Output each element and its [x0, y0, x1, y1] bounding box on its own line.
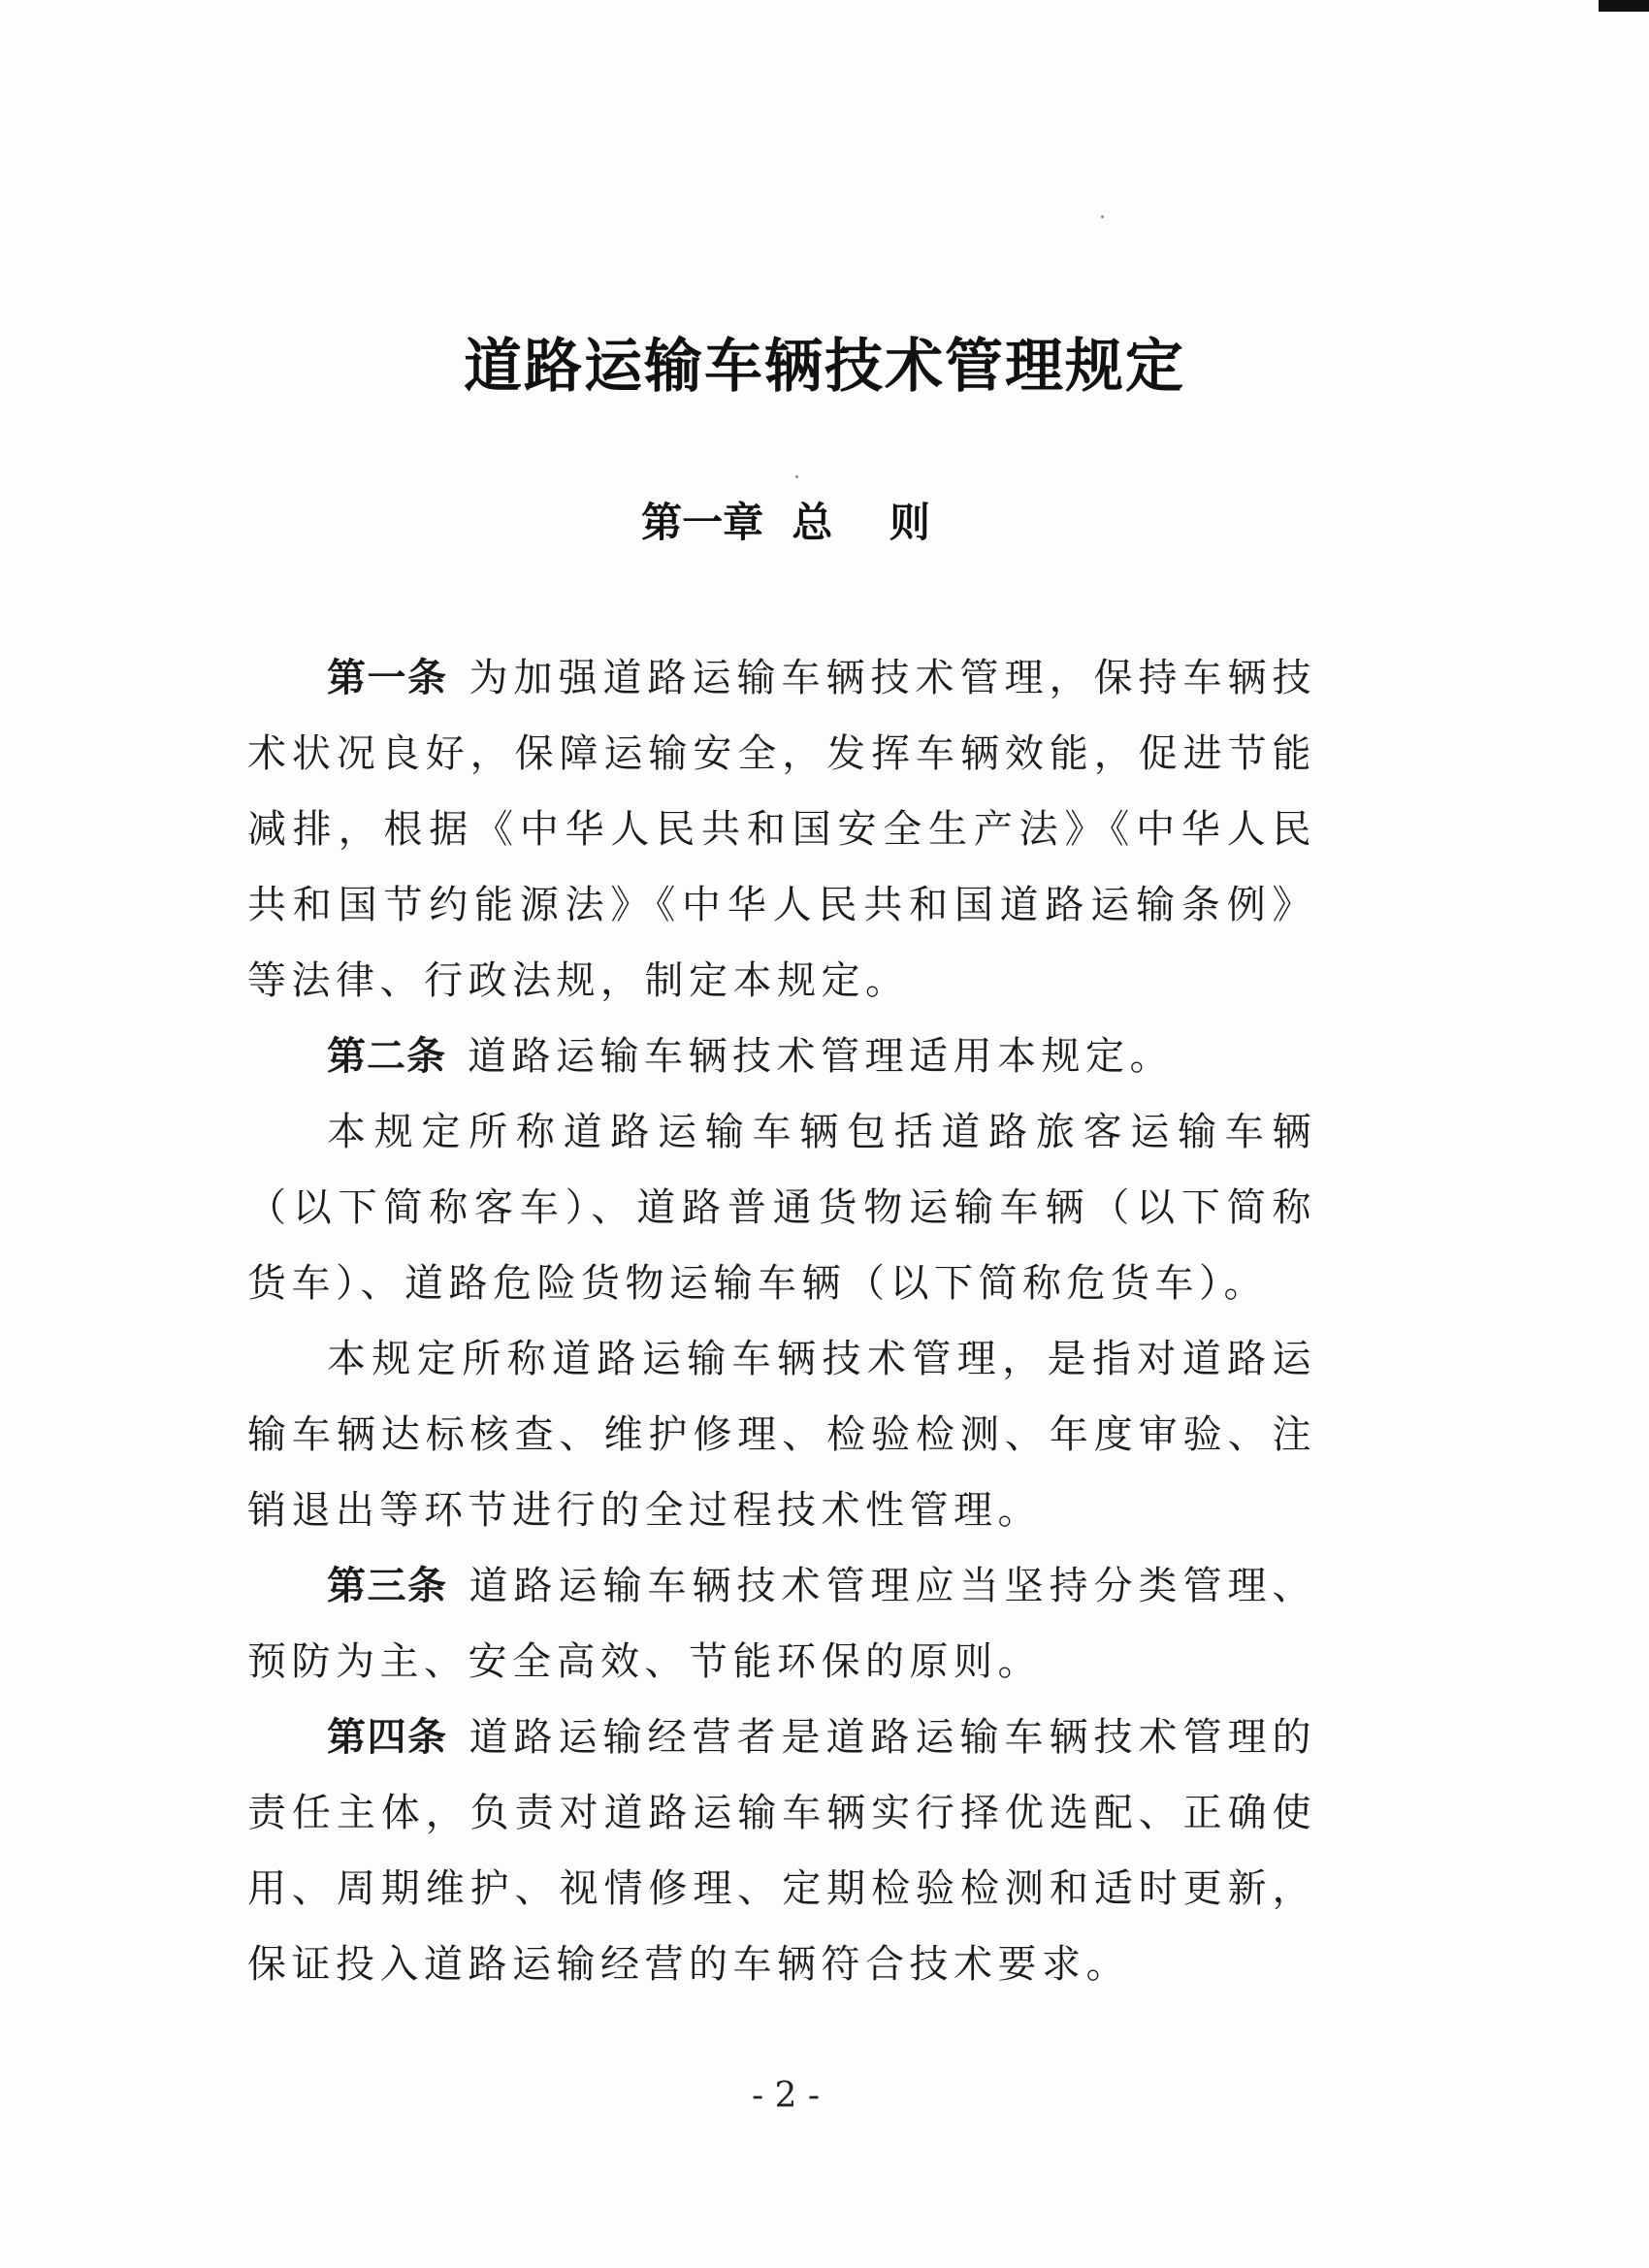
article-number: 第一条 [327, 656, 448, 700]
article-paragraph [247, 1548, 1316, 1700]
article-paragraph [247, 1019, 1316, 1094]
paragraph-text: 为加强道路运输车辆技术管理，保持车辆技术状况良好，保障运输安全，发挥车辆效能，促进节能减排，根据《中华人民共和国安全生产法》《中华人民共和国节约能源法》《中华人民共和国道路运输条例》等法律、行政法规，制定本规定。 [247, 656, 1316, 1003]
paragraph-text: 本规定所称道路运输车辆包括道路旅客运输车辆（以下简称客车）、道路普通货物运输车辆（以下简称货车）、道路危险货物运输车辆（以下简称危货车）。 [247, 1110, 1316, 1306]
paragraph-text: 本规定所称道路运输车辆技术管理，是指对道路运输车辆达标核查、维护修理、检验检测、年度审验、注销退出等环节进行的全过程技术性管理。 [247, 1337, 1316, 1533]
article-number: 第二条 [327, 1034, 446, 1079]
paragraph-text: 道路运输经营者是道路运输车辆技术管理的责任主体，负责对道路运输车辆实行择优选配、正确使用、周期维护、视情修理、定期检验检测和适时更新，保证投入道路运输经营的车辆符合技术要求。 [247, 1715, 1316, 1987]
article-paragraph [247, 1321, 1316, 1548]
article-paragraph [247, 1094, 1316, 1321]
article-number: 第三条 [327, 1564, 448, 1608]
page-number: - 2 - [751, 2076, 821, 2116]
document-body [247, 640, 1316, 2002]
article-paragraph [247, 640, 1316, 1019]
chapter-heading: 第一章 总 则 [641, 499, 930, 546]
scan-speck [1101, 215, 1104, 218]
article-number: 第四条 [327, 1715, 448, 1760]
paragraph-text: 道路运输车辆技术管理适用本规定。 [468, 1034, 1174, 1079]
document-title: 道路运输车辆技术管理规定 [464, 333, 1185, 401]
scan-speck [795, 475, 798, 478]
scan-corner-mark [1599, 0, 1649, 12]
paragraph-text: 道路运输车辆技术管理应当坚持分类管理、预防为主、安全高效、节能环保的原则。 [247, 1564, 1316, 1684]
article-paragraph [247, 1700, 1316, 2002]
